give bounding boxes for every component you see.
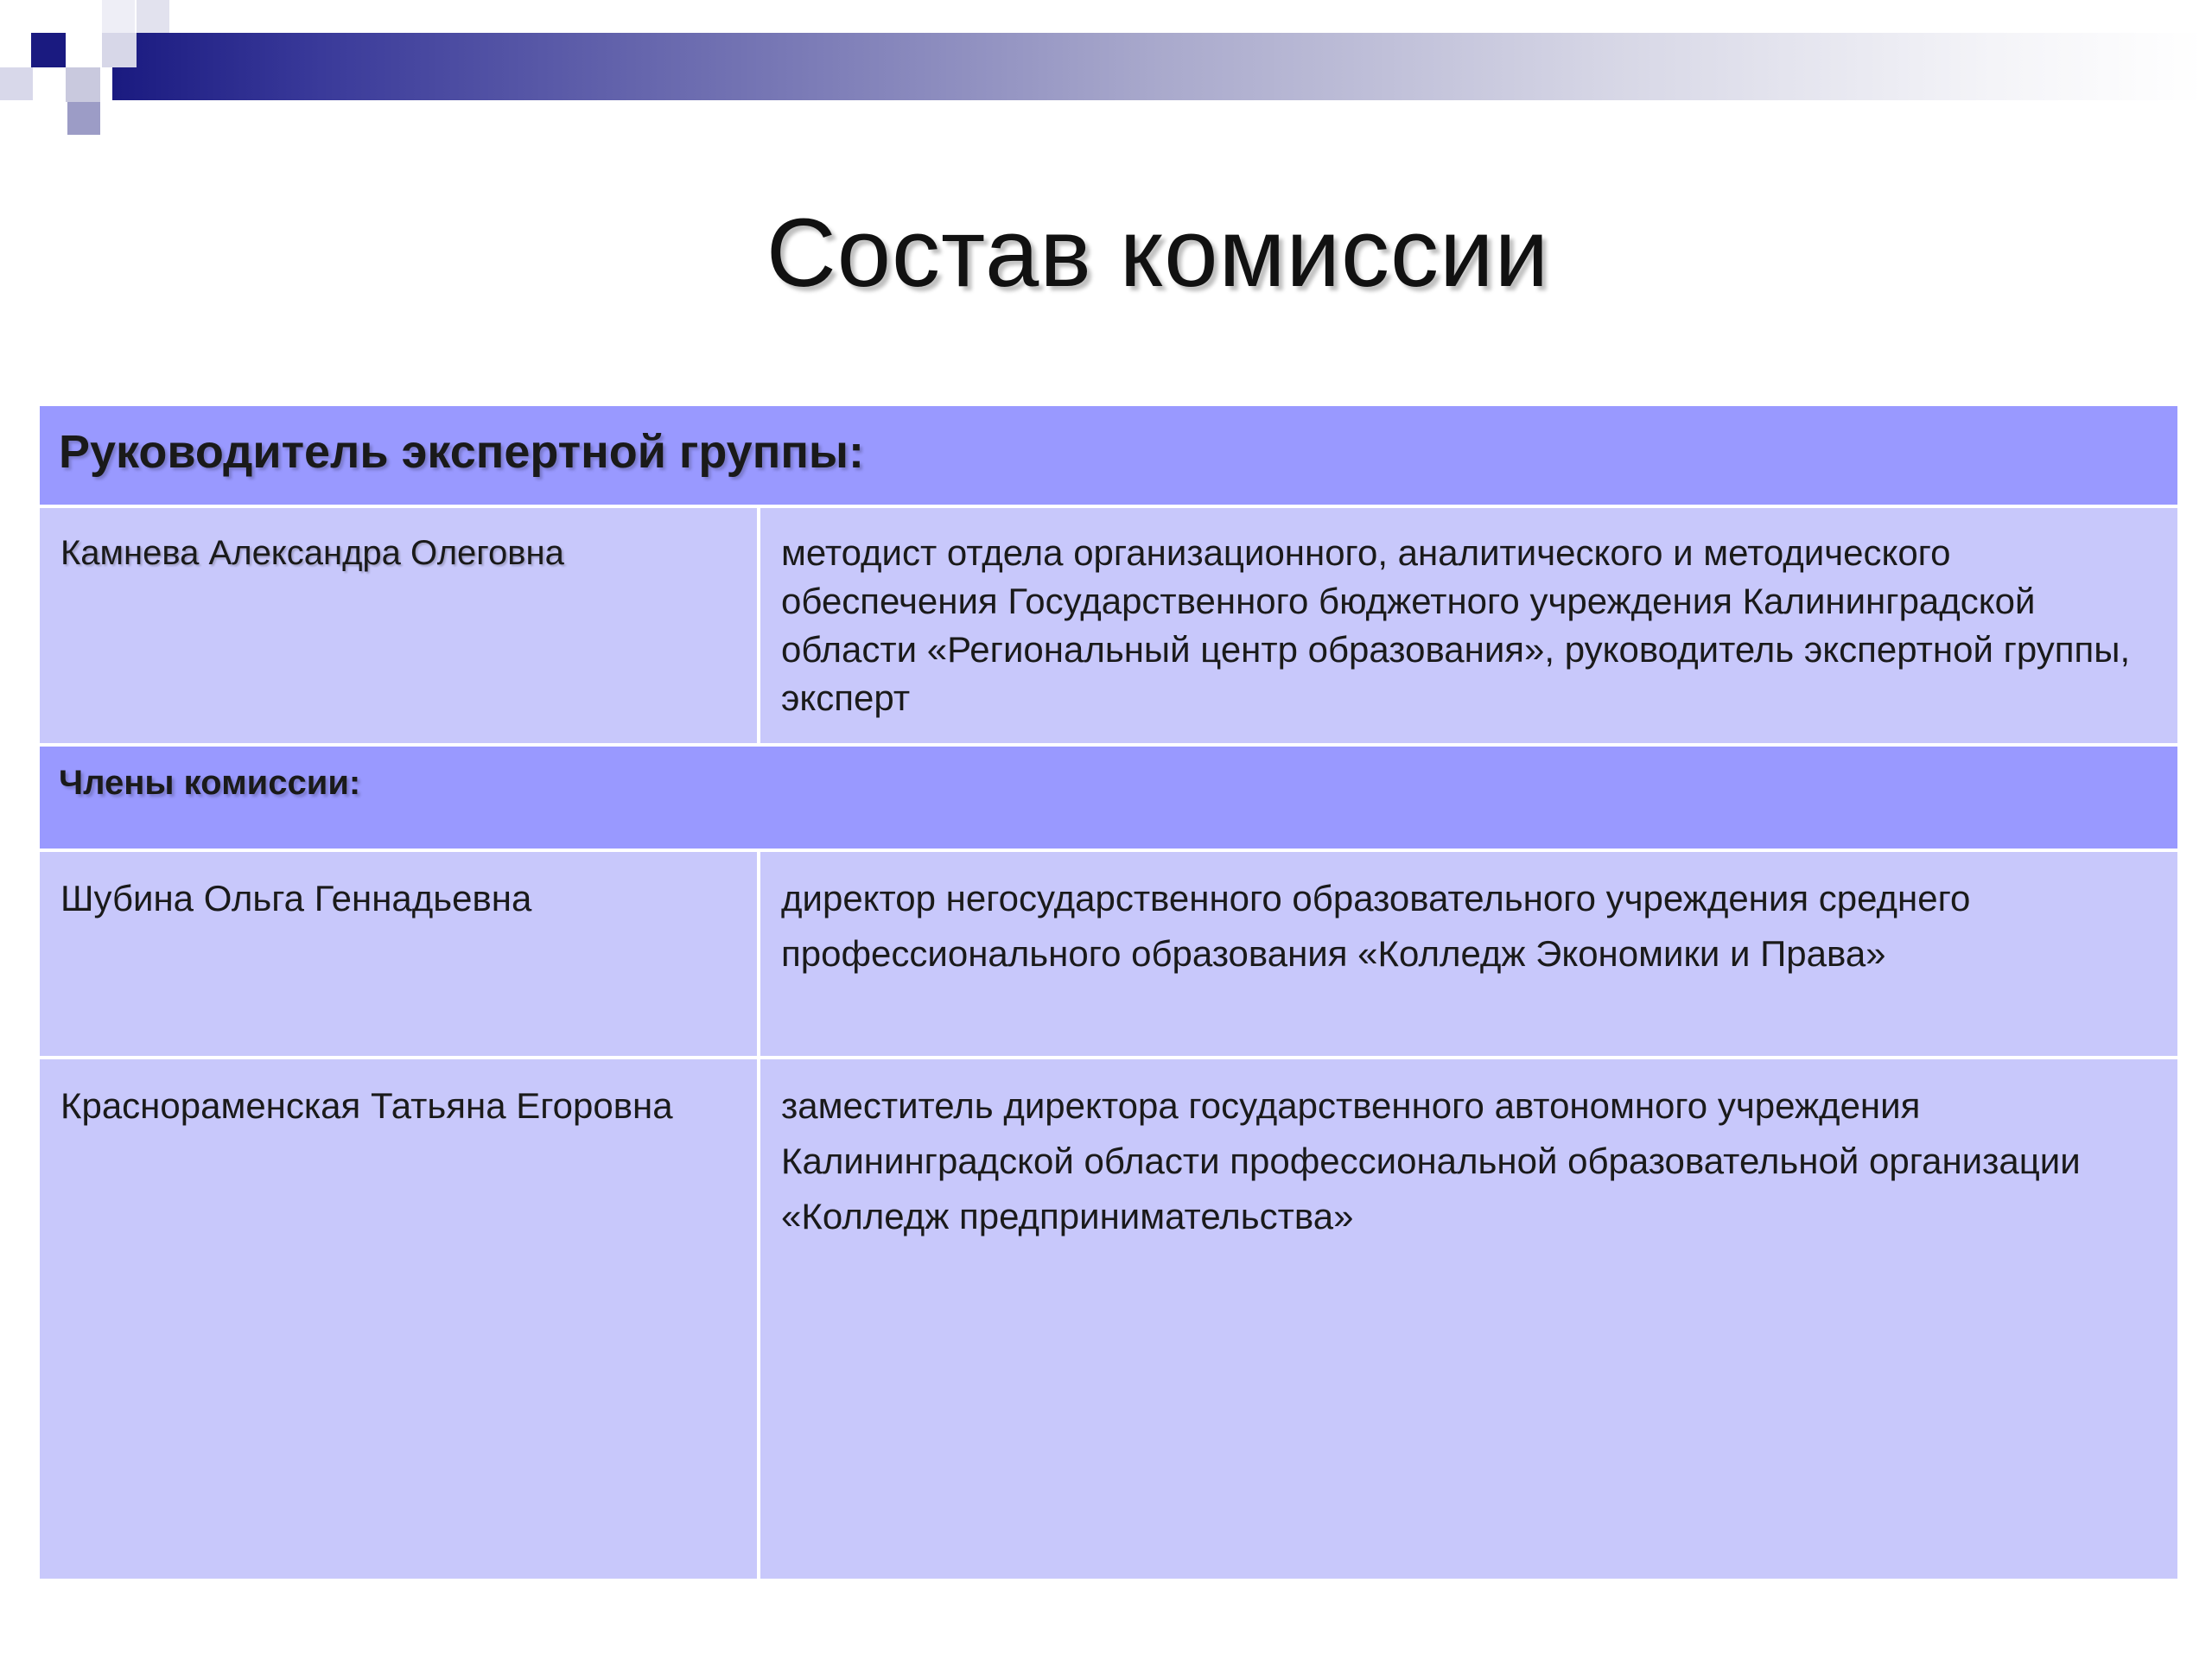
banner-square-dark — [31, 33, 66, 67]
banner-square — [66, 67, 100, 102]
member-name: Краснораменская Татьяна Егоровна — [38, 1058, 759, 1580]
table-row — [38, 1058, 2179, 1580]
top-banner-bar — [112, 33, 2203, 100]
member-description: заместитель директора государственного автономного учреждения Калининградской области профессиональной образовательной организации «Колледж предпринимательства» — [759, 1058, 2179, 1580]
member-name: Шубина Ольга Геннадьевна — [38, 850, 759, 1058]
table-row — [38, 404, 2179, 506]
banner-square — [0, 67, 33, 100]
banner-square — [102, 0, 135, 33]
members-section-header: Члены комиссии: — [38, 745, 2179, 850]
lead-name: Камнева Александра Олеговна — [38, 506, 759, 745]
banner-square — [0, 0, 33, 33]
banner-square — [67, 102, 100, 135]
member-description: директор негосударственного образовательного учреждения среднего профессионального образования «Колледж Экономики и Права» — [759, 850, 2179, 1058]
banner-square — [102, 33, 137, 67]
banner-square — [137, 0, 169, 33]
lead-section-header: Руководитель экспертной группы: — [38, 404, 2179, 506]
table-row — [38, 850, 2179, 1058]
commission-table — [36, 403, 2181, 1582]
table-row — [38, 506, 2179, 745]
table-row — [38, 745, 2179, 850]
lead-description: методист отдела организационного, аналитического и методического обеспечения Государственного бюджетного учреждения Калининградской области «Региональный центр образования», руководитель экспертной группы, эксперт — [759, 506, 2179, 745]
slide-title: Состав комиссии — [766, 199, 1550, 307]
